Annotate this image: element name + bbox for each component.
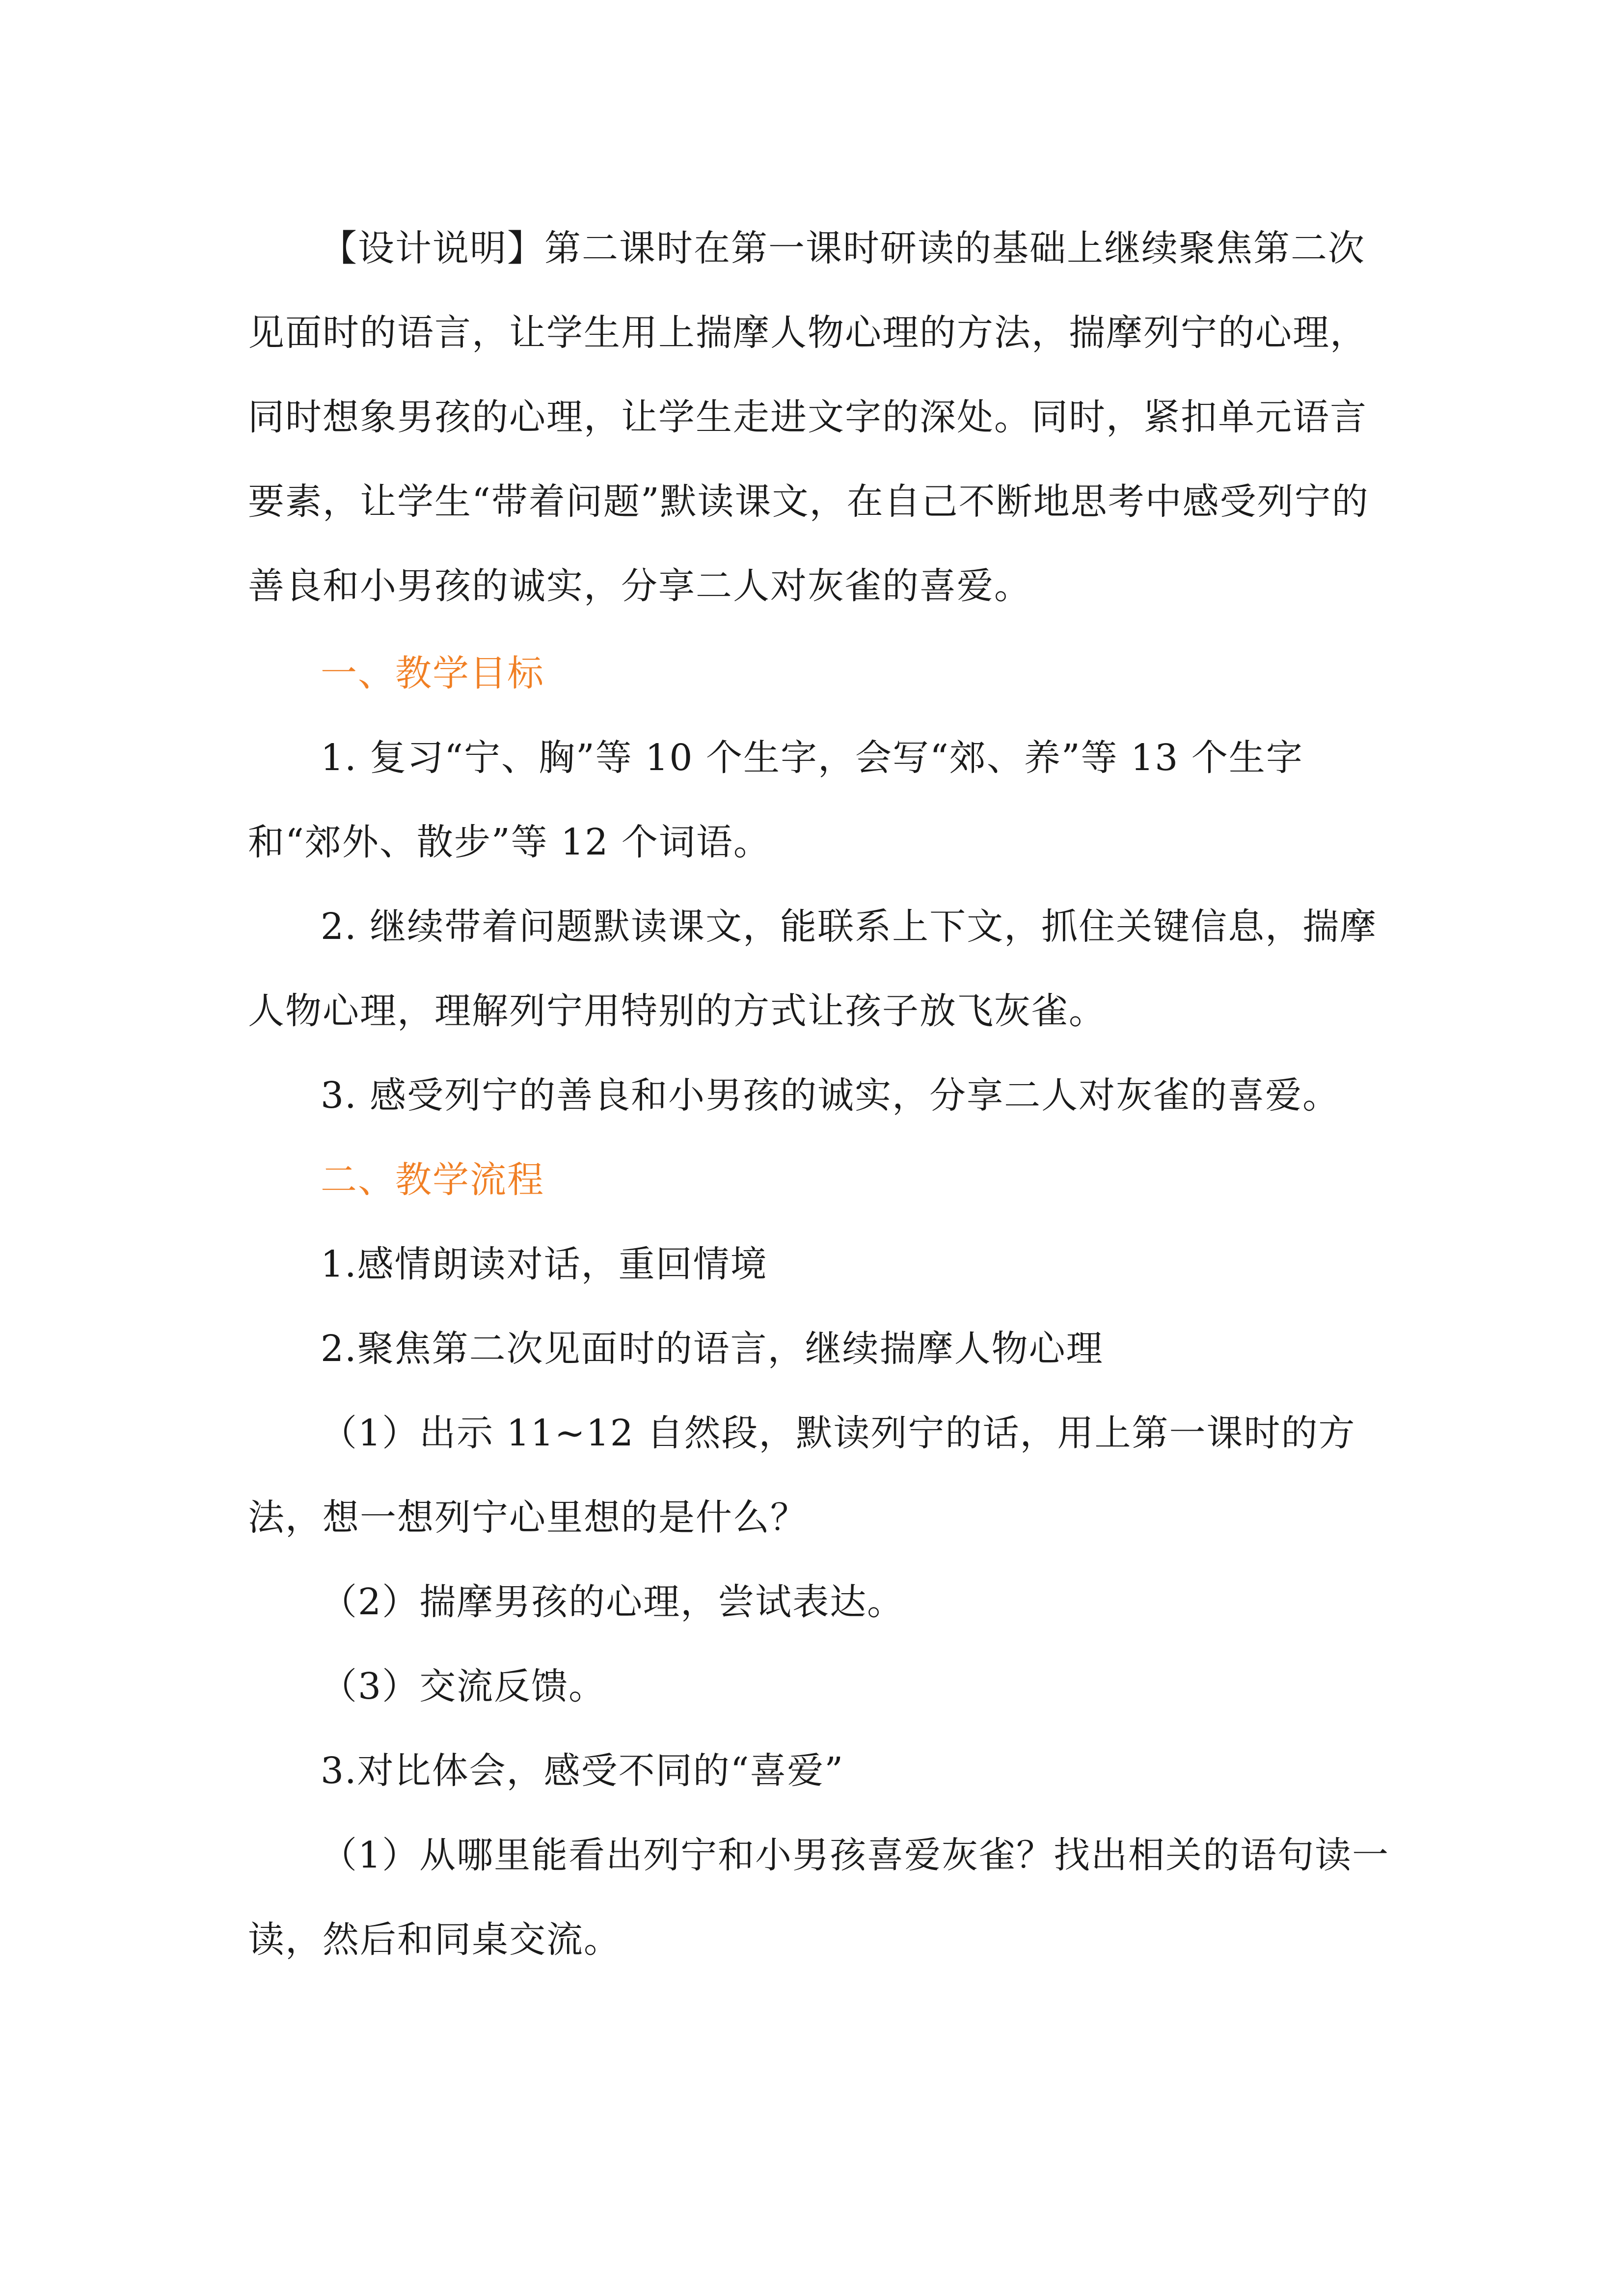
design-note-paragraph: 【设计说明】第二课时在第一课时研读的基础上继续聚焦第二次见面时的语言，让学生用上揣摩人物心理的方法，揣摩列宁的心理，同时想象男孩的心理，让学生走进文字的深处。同时，紧扣单元语言要素，让学生“带着问题”默读课文，在自己不断地思考中感受列宁的善良和小男孩的诚实，分享二人对灰雀的喜爱。 [248,227,1369,607]
process-step-2-item-2: （2）揣摩男孩的心理，尝试表达。 [321,1581,905,1623]
section-heading-teaching-goals: 一、教学目标 [321,652,544,694]
document-body [248,206,1392,1982]
process-step-2-item-1: （1）出示 11~12 自然段，默读列宁的话，用上第一课时的方法，想一想列宁心里想的是什么？ [248,1412,1356,1539]
process-step-2: 2.聚焦第二次见面时的语言，继续揣摩人物心理 [321,1328,1104,1370]
goal-item-1: 1. 复习“宁、胸”等 10 个生字，会写“郊、养”等 13 个生字和“郊外、散步”等 12 个词语。 [248,737,1303,863]
goal-item-2: 2. 继续带着问题默读课文，能联系上下文，抓住关键信息，揣摩人物心理，理解列宁用特别的方式让孩子放飞灰雀。 [248,906,1378,1032]
section-heading-teaching-process: 二、教学流程 [321,1159,544,1201]
process-step-1: 1.感情朗读对话，重回情境 [321,1243,768,1285]
process-step-3: 3.对比体会，感受不同的“喜爱” [321,1750,844,1792]
process-step-3-item-1: （1）从哪里能看出列宁和小男孩喜爱灰雀？找出相关的语句读一读，然后和同桌交流。 [248,1834,1390,1961]
process-step-2-item-3: （3）交流反馈。 [321,1665,606,1708]
goal-item-3: 3. 感受列宁的善良和小男孩的诚实，分享二人对灰雀的喜爱。 [321,1074,1340,1117]
